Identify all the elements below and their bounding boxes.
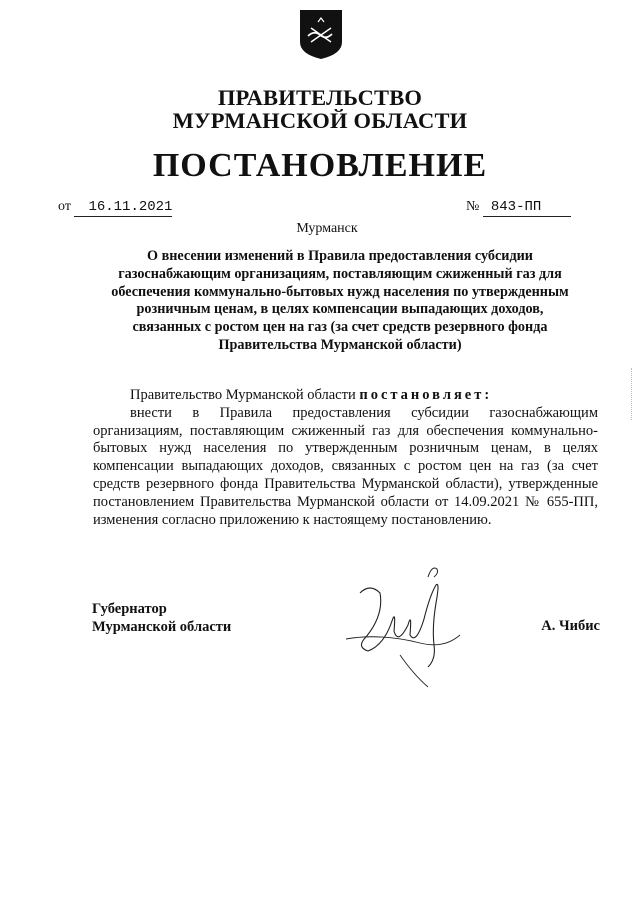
signatory-name: А. Чибис [541, 618, 600, 634]
document-subject [80, 248, 600, 355]
subject-line: розничным ценам, в целях компенсации выпадающих доходов, [136, 301, 544, 318]
number-value: 843-ПП [483, 198, 571, 217]
subject-line: газоснабжающим организациям, поставляющим сжиженный газ для [118, 265, 562, 282]
subject-line: связанных с ростом цен на газ (за счет средств резервного фонда [132, 319, 548, 336]
date-prefix: от [58, 199, 71, 214]
margin-mark [631, 368, 634, 420]
city-name: Мурманск [296, 221, 358, 236]
handwritten-signature-icon [340, 555, 470, 690]
resolution-intro [93, 387, 598, 405]
resolution-body [93, 387, 598, 529]
signatory-title [92, 600, 231, 636]
number-field [466, 198, 571, 217]
resolution-keyword: постановляет: [359, 387, 493, 403]
subject-line: О внесении изменений в Правила предоставления субсидии [147, 248, 533, 264]
number-prefix: № [466, 199, 480, 214]
subject-line: обеспечения коммунально-бытовых нужд населения по утвержденным [111, 283, 569, 300]
murmansk-coat-of-arms-icon [298, 8, 344, 60]
document-type-title: ПОСТАНОВЛЕНИЕ [152, 147, 488, 184]
intro-text: Правительство Мурманской области [130, 387, 360, 403]
government-name-line1: ПРАВИТЕЛЬСТВО [217, 85, 423, 110]
signatory-title-line1: Губернатор [92, 601, 167, 617]
signatory-title-line2: Мурманской области [92, 619, 232, 635]
government-name-line2: МУРМАНСКОЙ ОБЛАСТИ [172, 108, 468, 133]
date-field [58, 198, 172, 217]
date-value: 16.11.2021 [74, 198, 172, 217]
resolution-paragraph: внести в Правила предоставления субсидии газоснабжающим организациям, поставляющим сжиженный газ для обеспечения коммунально-бытовых нужд населения по утвержденным розничным ценам, в целях компенсации выпадающих доходов, связанных с ростом цен на газ (за счет средств резервного фонда Правительства Мурманской области), утвержденные постановлением Правительства Мурманской области от 14.09.2021 № 655-ПП, изменения согласно приложению к настоящему постановлению. [93, 404, 598, 528]
subject-line: Правительства Мурманской области) [218, 336, 462, 353]
